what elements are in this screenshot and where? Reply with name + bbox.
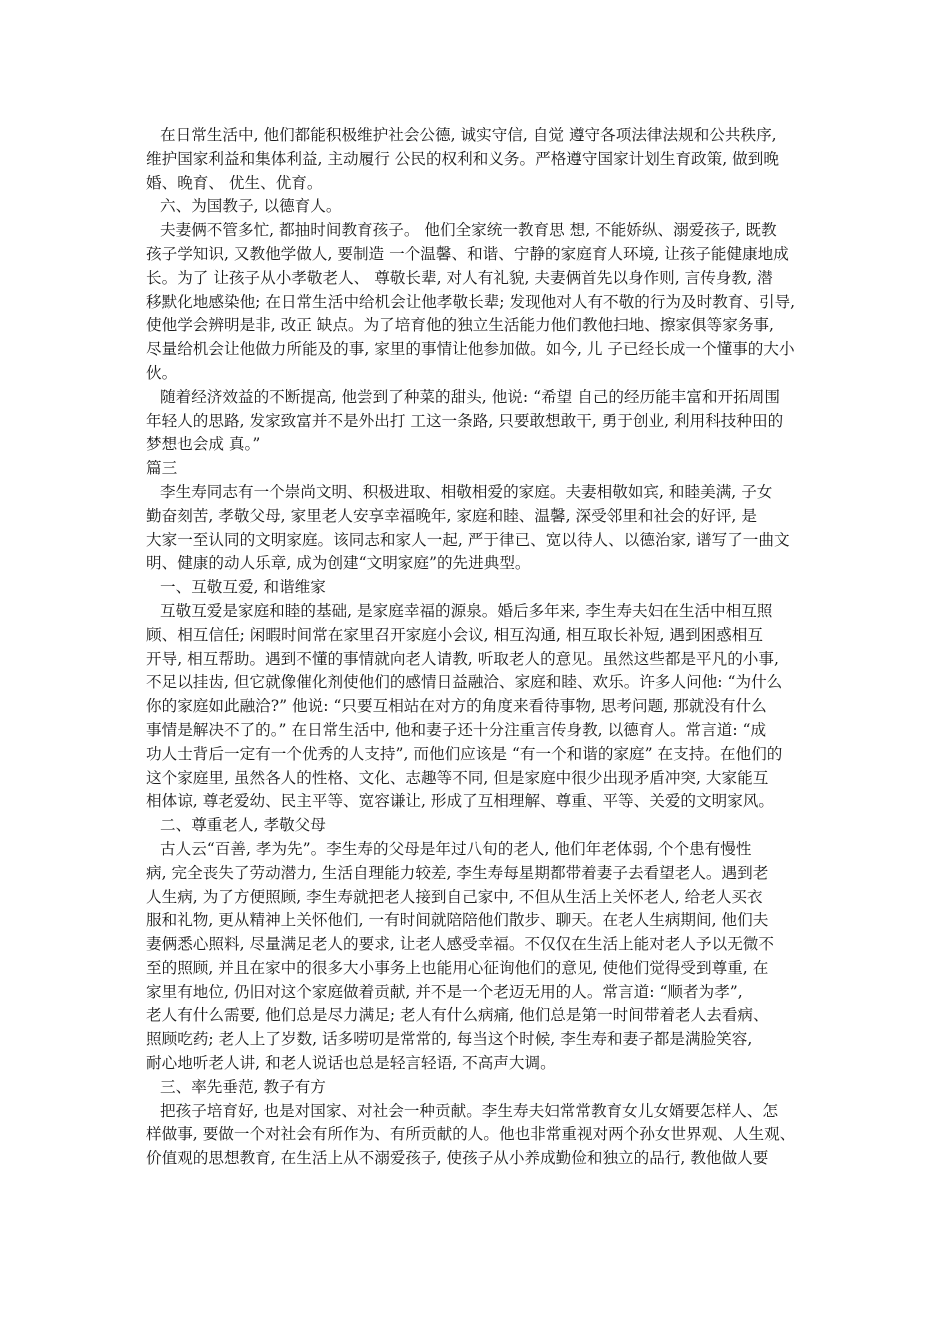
text-line: 勤奋刻苦, 孝敬父母, 家里老人安享幸福晚年, 家庭和睦、温馨, 深受邻里和社会的好评, 是 [146, 506, 757, 525]
paragraph [146, 219, 816, 386]
text-line: 这个家庭里, 虽然各人的性格、文化、志趣等不同, 但是家庭中很少出现矛盾冲突, 大家能互 [146, 768, 769, 787]
text-line: 至的照顾, 并且在家中的很多大小事务上也能用心征询他们的意见, 使他们觉得受到尊重, 在 [146, 958, 769, 977]
section-heading [146, 576, 816, 600]
section-heading [146, 195, 816, 219]
text-line: 人生病, 为了方便照顾, 李生寿就把老人接到自己家中, 不但从生活上关怀老人, 给老人买衣 [146, 887, 763, 906]
text-line: 移默化地感染他; 在日常生活中给机会让他孝敬长辈; 发现他对人有不敬的行为及时教育、引导, [146, 292, 796, 311]
text-line: 在日常生活中, 他们都能积极维护社会公德, 诚实守信, 自觉 遵守各项法律法规和公共秩序, [160, 126, 777, 144]
paragraph [146, 1100, 816, 1171]
text-line: 随着经济效益的不断提高, 他尝到了种菜的甜头, 他说: “希望 自己的经历能丰富和开拓周围 [160, 387, 780, 406]
paragraph [146, 600, 816, 814]
text-line: 篇三 [146, 459, 178, 478]
text-line: 古人云“百善, 孝为先”。李生寿的父母是年过八旬的老人, 他们年老体弱, 个个患有慢性 [160, 839, 752, 858]
text-line: 功人士背后一定有一个优秀的人支持”, 而他们应该是 “有一个和谐的家庭” 在支持。在他们的 [146, 744, 783, 763]
text-line: 照顾吃药; 老人上了岁数, 话多唠叨是常常的, 每当这个时候, 李生寿和妻子都是满脸笑容, [146, 1030, 753, 1049]
text-line: 价值观的思想教育, 在生活上从不溺爱孩子, 使孩子从小养成勤俭和独立的品行, 教他做人要 [146, 1149, 769, 1168]
text-line: 孩子学知识, 又教他学做人, 要制造 一个温馨、和谐、宁静的家庭育人环境, 让孩子能健康地成 [146, 244, 789, 263]
text-line: 事情是解决不了的。” 在日常生活中, 他和妻子还十分注重言传身教, 以德育人。常言道: “成 [146, 720, 767, 739]
paragraph [146, 838, 816, 1076]
text-line: 大家一至认同的文明家庭。该同志和家人一起, 严于律已、宽以待人、以德治家, 谱写了一曲文 [146, 530, 790, 549]
text-line: 长。为了 让孩子从小孝敬老人、 尊敬长辈, 对人有礼貌, 夫妻俩首先以身作则, 言传身教, 潜 [146, 268, 773, 287]
text-line: 使他学会辨明是非, 改正 缺点。为了培育他的独立生活能力他们教他扫地、擦家俱等家务事, [146, 316, 774, 335]
text-line: 互敬互爱是家庭和睦的基础, 是家庭幸福的源泉。婚后多年来, 李生寿夫妇在生活中相互照 [160, 601, 773, 620]
text-line: 病, 完全丧失了劳动潜力, 生活自理能力较差, 李生寿每星期都带着妻子去看望老人。遇到老 [146, 863, 769, 882]
text-line: 二、尊重老人, 孝敬父母 [160, 816, 326, 835]
text-line: 不足以挂齿, 但它就像催化剂使他们的感情日益融洽、家庭和睦、欢乐。许多人问他: “为什么 [146, 673, 783, 692]
text-line: 三、率先垂范, 教子有方 [160, 1077, 326, 1096]
section-heading [146, 1076, 816, 1100]
document-page [146, 124, 816, 1171]
text-line: 六、为国教子, 以德育人。 [160, 197, 342, 216]
paragraph [146, 124, 816, 195]
text-line: 你的家庭如此融洽?” 他说: “只要互相站在对方的角度来看待事物, 思考问题, 那就没有什么 [146, 697, 767, 716]
section-heading [146, 814, 816, 838]
text-line: 伙。 [146, 363, 178, 382]
text-line: 服和礼物, 更从精神上关怀他们, 一有时间就陪陪他们散步、聊天。在老人生病期间, 他们夫 [146, 911, 769, 930]
text-line: 明、健康的动人乐章, 成为创建“文明家庭”的先进典型。 [146, 554, 531, 573]
text-line: 梦想也会成 真。” [146, 435, 261, 454]
text-line: 维护国家利益和集体利益, 主动履行 公民的权利和义务。严格遵守国家计划生育政策, 做到晚 [146, 149, 779, 168]
text-line: 耐心地听老人讲, 和老人说话也总是轻言轻语, 不高声大调。 [146, 1054, 556, 1073]
text-line: 样做事, 要做一个对社会有所作为、有所贡献的人。他也非常重视对两个孙女世界观、人生观、 [146, 1125, 796, 1144]
text-line: 相体谅, 尊老爱幼、民主平等、宽容谦让, 形成了互相理解、尊重、平等、关爱的文明家风。 [146, 792, 774, 811]
text-line: 开导, 相互帮助。遇到不懂的事情就向老人请教, 听取老人的意见。虽然这些都是平凡的小事, [146, 649, 779, 668]
text-line: 年轻人的思路, 发家致富并不是外出打 工这一条路, 只要敢想敢干, 勇于创业, 利用科技种田的 [146, 411, 784, 430]
text-line: 家里有地位, 仍旧对这个家庭做着贡献, 并不是一个老迈无用的人。常言道: “顺者为孝”, [146, 982, 743, 1001]
paragraph [146, 386, 816, 457]
text-line: 把孩子培育好, 也是对国家、对社会一种贡献。李生寿夫妇常常教育女儿女婿要怎样人、怎 [160, 1101, 779, 1120]
text-line: 李生寿同志有一个崇尚文明、积极进取、相敬相爱的家庭。夫妻相敬如宾, 和睦美满, 子女 [160, 482, 773, 501]
section-title [146, 457, 816, 481]
text-line: 老人有什么需要, 他们总是尽力满足; 老人有什么病痛, 他们总是第一时间带着老人去看病、 [146, 1006, 769, 1025]
text-line: 一、互敬互爱, 和谐维家 [160, 578, 326, 597]
text-line: 尽量给机会让他做力所能及的事, 家里的事情让他参加做。如今, 儿 子已经长成一个懂事的大小 [146, 340, 795, 359]
text-line: 夫妻俩不管多忙, 都抽时间教育孩子。 他们全家统一教育思 想, 不能娇纵、溺爱孩子, 既教 [160, 221, 777, 240]
text-line: 妻俩悉心照料, 尽量满足老人的要求, 让老人感受幸福。不仅仅在生活上能对老人予以无微不 [146, 935, 774, 954]
text-line: 顾、相互信任; 闲暇时间常在家里召开家庭小会议, 相互沟通, 相互取长补短, 遇到困惑相互 [146, 625, 763, 644]
text-line: 婚、晚育、 优生、优育。 [146, 173, 323, 192]
paragraph [146, 481, 816, 576]
